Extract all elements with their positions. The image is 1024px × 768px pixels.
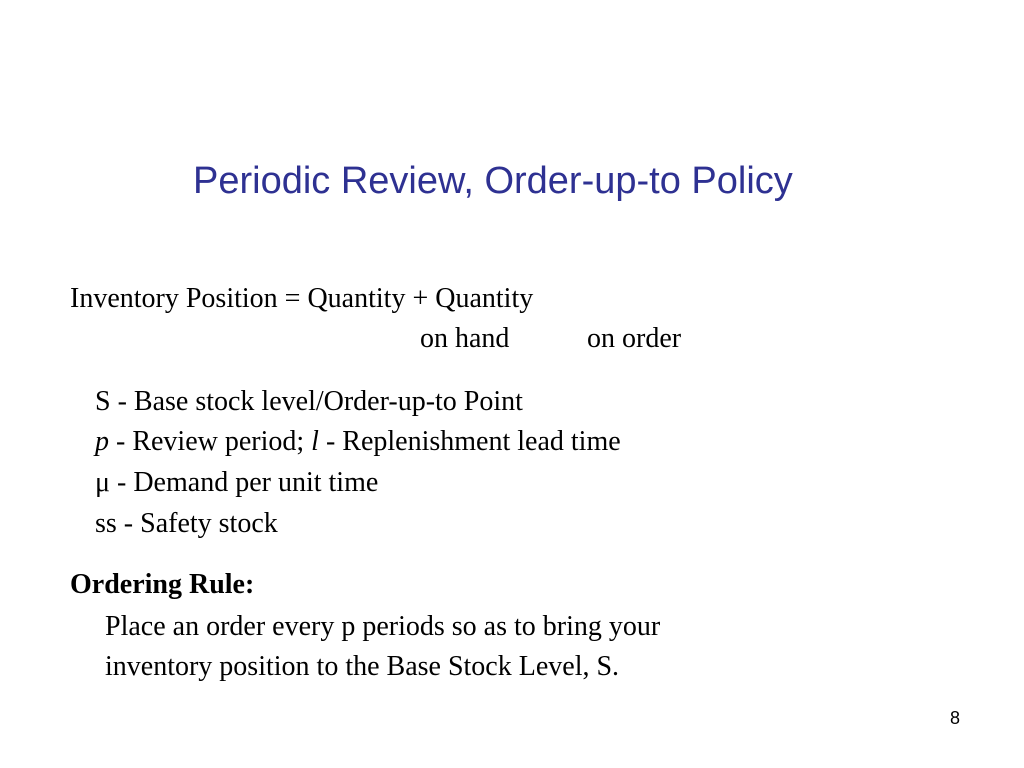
equation-subscript-on-hand: on hand — [420, 323, 510, 354]
page-number: 8 — [950, 708, 961, 728]
inventory-position-equation: Inventory Position = Quantity + Quantity — [70, 283, 534, 314]
definition-review-period — [95, 425, 621, 459]
definition-safety-stock — [95, 507, 278, 541]
definition-symbol: p — [95, 426, 109, 457]
definition-text: - Safety stock — [116, 508, 278, 539]
definition-text-lead-time: - Replenishment lead time — [318, 426, 621, 457]
definition-text: - Base stock level/Order-up-to Point — [110, 386, 523, 417]
definition-symbol-lead-time: l — [311, 426, 319, 457]
definition-text: - Demand per unit time — [110, 467, 379, 498]
equation-subscript-on-order: on order — [587, 323, 682, 354]
definition-base-stock — [95, 385, 523, 419]
definition-symbol: ss — [95, 508, 117, 539]
definition-text: - Review period; — [109, 426, 312, 457]
definition-symbol: S — [95, 386, 111, 417]
ordering-rule-line-2: inventory position to the Base Stock Level, S. — [105, 651, 620, 682]
ordering-rule-line-1: Place an order every p periods so as to bring your — [105, 611, 661, 642]
definition-symbol: μ — [95, 467, 111, 498]
slide-title: Periodic Review, Order-up-to Policy — [193, 160, 793, 202]
ordering-rule-heading: Ordering Rule: — [70, 569, 255, 600]
definition-demand — [95, 466, 378, 500]
